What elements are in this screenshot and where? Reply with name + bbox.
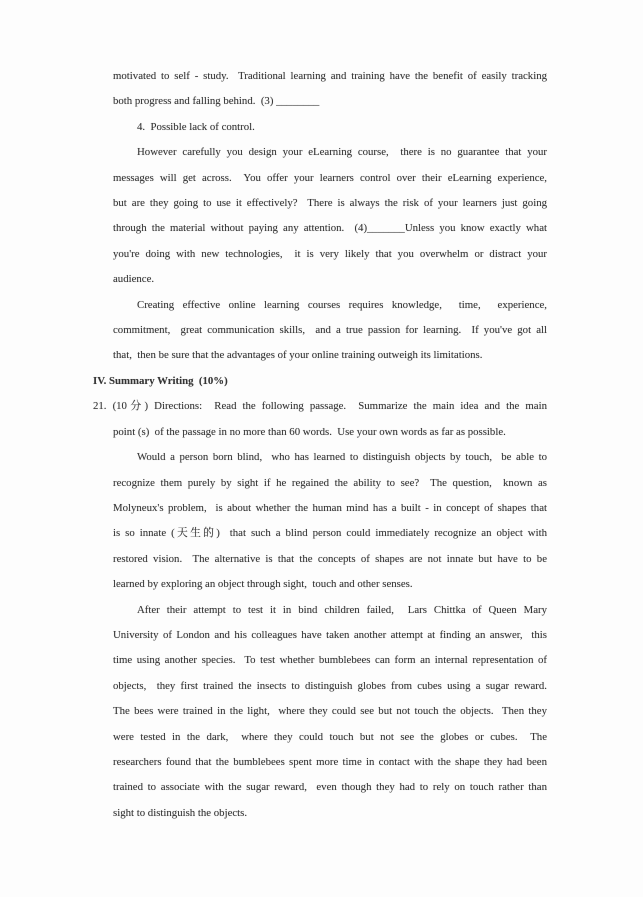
text-line: 4. Possible lack of control. [137, 120, 255, 133]
text-line: sight to distinguish the objects. [113, 806, 248, 819]
text-line: 21. (10分) Directions: Read the following passage. Summarize the main idea and the main [93, 400, 547, 413]
footer-page-number [290, 0, 301, 1]
text-line: you're doing with new technologies, it is very likely that you overwhelm or distract your [113, 247, 547, 260]
document-content [93, 64, 547, 826]
text-line: objects, they first trained the insects to distinguish globes from cubes using a sugar reward. [113, 679, 547, 692]
text-line: messages will get across. You offer your learners control over their eLearning experience, [113, 171, 547, 184]
text-line: IV. Summary Writing (10%) [93, 374, 228, 387]
paragraph-creating-effective [93, 293, 547, 369]
text-line: motivated to self - study. Traditional learning and training have the benefit of easily tracking [113, 70, 547, 82]
text-line: Would a person born blind, who has learned to distinguish objects by touch, be able to [137, 451, 547, 464]
text-line: After their attempt to test it in bind children failed, Lars Chittka of Queen Mary [137, 603, 547, 616]
page-footer [0, 0, 643, 4]
text-line: University of London and his colleagues have taken another attempt at finding an answer, this [113, 628, 547, 641]
text-line: audience. [113, 273, 155, 286]
footer-total-pages [335, 0, 346, 1]
text-line: time using another species. To test whether bumblebees can form an internal representation of [113, 654, 547, 667]
text-line: trained to associate with the sugar reward, even though they had to rely on touch rather than [113, 781, 547, 794]
text-line: restored vision. The alternative is that the concepts of shapes are not innate but have to be [113, 552, 547, 565]
text-line: recognize them purely by sight if he regained the ability to see? The question, known as [113, 476, 547, 489]
paragraph-however-carefully [93, 140, 547, 292]
text-line: but are they going to use it effectively? There is always the risk of your learners just going [113, 197, 547, 210]
text-line: is so innate (天生的) that such a blind person could immediately recognize an object with [113, 527, 547, 540]
question-21-directions [93, 394, 547, 445]
paragraph-bumblebee-experiment [93, 598, 547, 827]
text-line: However carefully you design your eLearning course, there is no guarantee that your [137, 146, 547, 159]
text-line: researchers found that the bumblebees spent more time in contact with the shape they had been [113, 755, 547, 768]
footer-middle [301, 0, 335, 1]
paragraph-elearning-tracking [93, 64, 547, 115]
text-line: Creating effective online learning courses requires knowledge, time, experience, [137, 298, 547, 311]
text-line: point (s) of the passage in no more than 60 words. Use your own words as far as possible. [113, 425, 506, 438]
text-line: that, then be sure that the advantages of your online training outweigh its limitations. [113, 349, 483, 362]
text-line: were tested in the dark, where they could touch but not see the globes or cubes. The [113, 730, 547, 743]
text-line: through the material without paying any attention. (4)_______Unless you know exactly what [113, 222, 547, 235]
footer-prefix [277, 0, 290, 1]
text-line: commitment, great communication skills, and a true passion for learning. If you've got all [113, 324, 547, 337]
text-line: Molyneux's problem, is about whether the human mind has a built - in concept of shapes that [113, 501, 547, 514]
text-line: both progress and falling behind. (3) ________ [113, 95, 320, 108]
subheading-4-lack-of-control [93, 115, 547, 140]
footer-suffix [345, 0, 366, 1]
text-line: learned by exploring an object through sight, touch and other senses. [113, 578, 413, 591]
paragraph-person-born-blind [93, 445, 547, 597]
section-heading-summary-writing [93, 369, 547, 394]
text-line: The bees were trained in the light, where they could see but not touch the objects. Then they [113, 705, 547, 718]
